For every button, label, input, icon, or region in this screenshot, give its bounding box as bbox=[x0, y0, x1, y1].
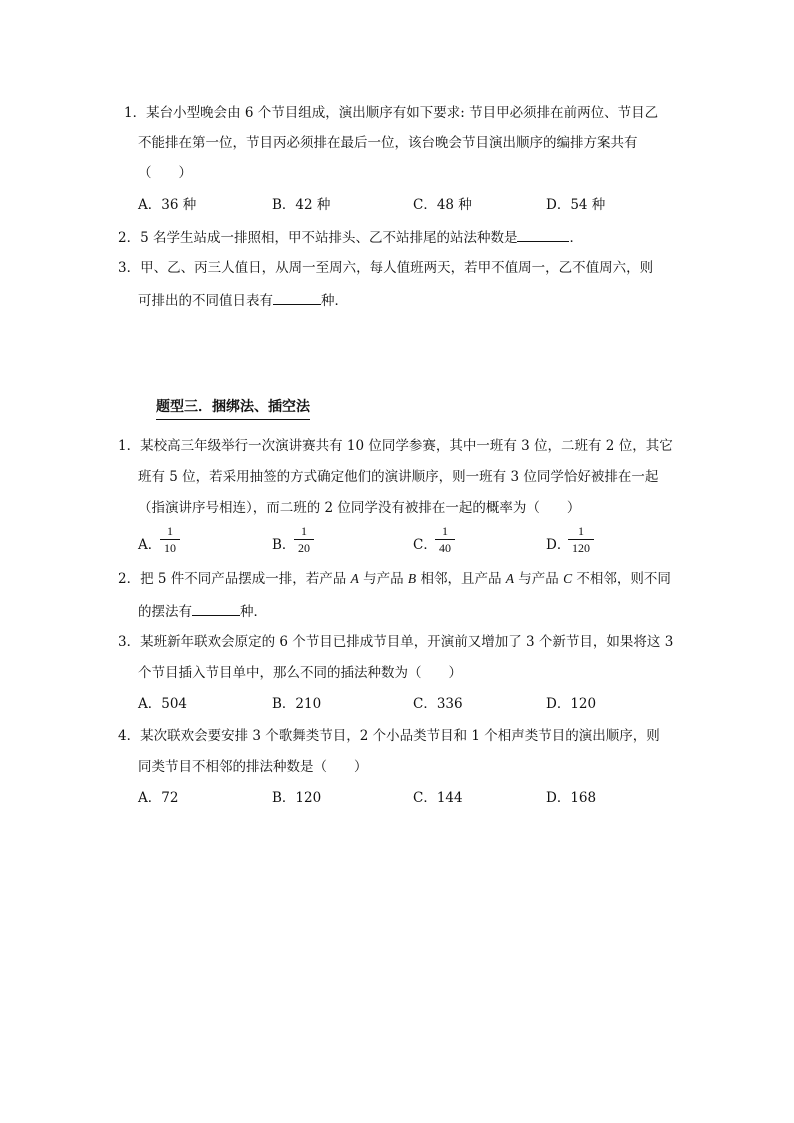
fraction-denominator: 120 bbox=[572, 541, 590, 555]
fraction-denominator: 10 bbox=[164, 541, 176, 555]
fraction-denominator: 40 bbox=[439, 541, 451, 555]
section-title: 题型三．捆绑法、插空法 bbox=[156, 397, 310, 420]
q1-line1: 1．某台小型晚会由 6 个节目组成，演出顺序有如下要求: 节目甲必须排在前两位、节目乙 bbox=[124, 105, 659, 121]
fraction-numerator: 1 bbox=[167, 524, 173, 538]
p2-q2-line2 bbox=[138, 601, 267, 622]
p2-q1-choice-a-fraction bbox=[160, 524, 180, 555]
p2-q2-post: 不相邻，则不同 bbox=[576, 571, 671, 587]
var-c: C bbox=[563, 571, 573, 586]
q1-choice-c: C．48 种 bbox=[413, 197, 472, 213]
p2-q3-choice-b: B．210 bbox=[272, 696, 322, 712]
q2-end: ． bbox=[569, 230, 583, 246]
fraction-bar bbox=[568, 539, 594, 540]
p2-q1-choice-d-label: D． bbox=[546, 537, 571, 553]
p2-q3-choice-c: C．336 bbox=[413, 696, 463, 712]
q1-choice-a: A．36 种 bbox=[138, 197, 197, 213]
fraction-numerator: 1 bbox=[301, 524, 307, 538]
p2-q2-mid3: 与产品 bbox=[518, 571, 559, 587]
var-a2: A bbox=[505, 571, 514, 586]
p2-q4-line1: 4．某次联欢会要安排 3 个歌舞类节目，2 个小品类节目和 1 个相声类节目的演出顺序，则 bbox=[118, 728, 660, 744]
q1-choice-b: B．42 种 bbox=[272, 197, 331, 213]
q1-line3: （ ） bbox=[138, 165, 192, 181]
q3-text: 可排出的不同值日表有 bbox=[138, 293, 273, 309]
fraction-bar bbox=[435, 539, 455, 540]
fraction-numerator: 1 bbox=[578, 524, 584, 538]
p2-q2-line1 bbox=[118, 569, 671, 589]
p2-q2-answer-blank bbox=[192, 601, 240, 616]
q3-end: 种． bbox=[321, 293, 348, 309]
p2-q1-choice-b-fraction bbox=[294, 524, 314, 555]
p2-q1-choice-d-fraction bbox=[568, 524, 594, 555]
p2-q4-choice-a: A．72 bbox=[138, 790, 179, 806]
p2-q1-choice-c-label: C． bbox=[413, 537, 437, 553]
q2-answer-blank bbox=[517, 227, 569, 242]
p2-q1-choice-a-label: A． bbox=[138, 537, 162, 553]
q2-line bbox=[118, 227, 583, 248]
p2-q4-choice-b: B．120 bbox=[272, 790, 322, 806]
var-b: B bbox=[407, 571, 417, 586]
p2-q2-text2: 的摆法有 bbox=[138, 604, 192, 620]
fraction-denominator: 20 bbox=[298, 541, 310, 555]
q1-choice-d: D．54 种 bbox=[546, 197, 606, 213]
p2-q3-line1: 3．某班新年联欢会原定的 6 个节目已排成节目单，开演前又增加了 3 个新节目，如果将这 3 bbox=[118, 634, 674, 650]
q3-answer-blank bbox=[273, 290, 321, 305]
p2-q2-mid1: 与产品 bbox=[363, 571, 404, 587]
p2-q2-mid2: 相邻，且产品 bbox=[420, 571, 502, 587]
p2-q4-choice-d: D．168 bbox=[546, 790, 597, 806]
p2-q3-choice-a: A．504 bbox=[138, 696, 188, 712]
p2-q1-line3: （指演讲序号相连），而二班的 2 位同学没有被排在一起的概率为（ ） bbox=[138, 500, 581, 516]
fraction-bar bbox=[160, 539, 180, 540]
p2-q1-line2: 班有 5 位，若采用抽签的方式确定他们的演讲顺序，则一班有 3 位同学恰好被排在一起 bbox=[138, 469, 659, 485]
p2-q2-pre: 2．把 5 件不同产品摆成一排，若产品 bbox=[118, 571, 347, 587]
p2-q4-choice-c: C．144 bbox=[413, 790, 463, 806]
p2-q4-line2: 同类节目不相邻的排法种数是（ ） bbox=[138, 759, 368, 775]
p2-q3-choice-d: D．120 bbox=[546, 696, 597, 712]
q2-text: 2．5 名学生站成一排照相，甲不站排头、乙不站排尾的站法种数是 bbox=[118, 230, 518, 246]
p2-q3-line2: 个节目插入节目单中，那么不同的插法种数为（ ） bbox=[138, 665, 462, 681]
p2-q1-choice-b-label: B． bbox=[272, 537, 296, 553]
q3-line1: 3．甲、乙、丙三人值日，从周一至周六，每人值班两天，若甲不值周一，乙不值周六，则 bbox=[118, 260, 654, 276]
fraction-numerator: 1 bbox=[442, 524, 448, 538]
q1-line2: 不能排在第一位，节目丙必须排在最后一位，该台晚会节目演出顺序的编排方案共有 bbox=[138, 135, 638, 151]
p2-q1-line1: 1．某校高三年级举行一次演讲赛共有 10 位同学参赛，其中一班有 3 位，二班有 2 位，其它 bbox=[118, 438, 673, 454]
p2-q2-end: 种． bbox=[240, 604, 267, 620]
p2-q1-choice-c-fraction bbox=[435, 524, 455, 555]
var-a: A bbox=[350, 571, 359, 586]
fraction-bar bbox=[294, 539, 314, 540]
q3-line2 bbox=[138, 290, 348, 311]
